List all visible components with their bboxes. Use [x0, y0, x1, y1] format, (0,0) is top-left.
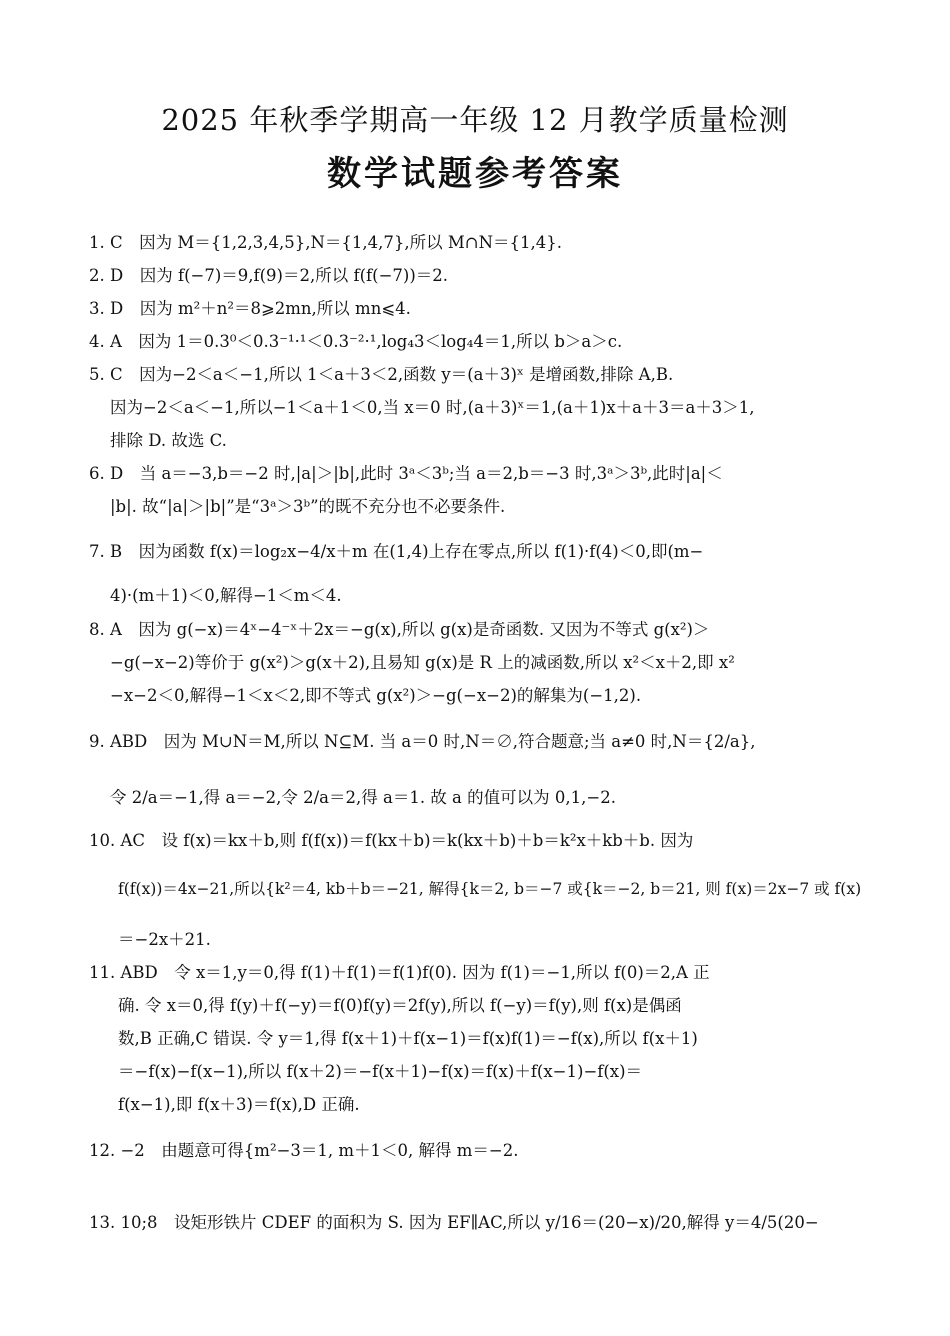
answer-line: 1. C 因为 M＝{1,2,3,4,5},N＝{1,4,7},所以 M∩N＝{1,4}.: [89, 233, 563, 252]
answer-line: f(f(x))＝4x−21,所以{k²＝4, kb＋b＝−21, 解得{k＝2, b＝−7 或{k＝−2, b＝21, 则 f(x)＝2x−7 或 f(x): [118, 880, 862, 898]
answer-line: 4. A 因为 1＝0.3⁰＜0.3⁻¹·¹＜0.3⁻²·¹,log₄3＜log₄4＝1,所以 b＞a＞c.: [89, 332, 623, 351]
answer-line: 11. ABD 令 x＝1,y＝0,得 f(1)＋f(1)＝f(1)f(0). 因为 f(1)＝−1,所以 f(0)＝2,A 正: [89, 963, 710, 982]
answer-line: 令 2/a＝−1,得 a＝−2,令 2/a＝2,得 a＝1. 故 a 的值可以为 0,1,−2.: [110, 788, 616, 807]
answer-line: 9. ABD 因为 M∪N＝M,所以 N⊆M. 当 a＝0 时,N＝∅,符合题意;当 a≠0 时,N＝{2/a},: [89, 732, 756, 751]
answer-line: 10. AC 设 f(x)＝kx＋b,则 f(f(x))＝f(kx＋b)＝k(kx＋b)＋b＝k²x＋kb＋b. 因为: [89, 831, 694, 850]
answer-line: 4)·(m＋1)＜0,解得−1＜m＜4.: [110, 586, 342, 605]
answer-line: f(x−1),即 f(x＋3)＝f(x),D 正确.: [118, 1095, 360, 1114]
answer-line: 2. D 因为 f(−7)＝9,f(9)＝2,所以 f(f(−7))＝2.: [89, 266, 449, 285]
answer-line: −g(−x−2)等价于 g(x²)＞g(x＋2),且易知 g(x)是 R 上的减函数,所以 x²＜x＋2,即 x²: [110, 653, 735, 672]
answer-line: 因为−2＜a＜−1,所以−1＜a＋1＜0,当 x＝0 时,(a＋3)ˣ＝1,(a＋1)x＋a＋3＝a＋3＞1,: [110, 398, 755, 417]
answer-line: 排除 D. 故选 C.: [110, 431, 227, 450]
answer-line: 13. 10;8 设矩形铁片 CDEF 的面积为 S. 因为 EF∥AC,所以 y/16＝(20−x)/20,解得 y＝4/5(20−: [89, 1213, 819, 1232]
answer-line: 5. C 因为−2＜a＜−1,所以 1＜a＋3＜2,函数 y＝(a＋3)ˣ 是增函数,排除 A,B.: [89, 365, 674, 384]
answer-line: 确. 令 x＝0,得 f(y)＋f(−y)＝f(0)f(y)＝2f(y),所以 f(−y)＝f(y),则 f(x)是偶函: [118, 996, 682, 1015]
answer-line: 6. D 当 a＝−3,b＝−2 时,|a|＞|b|,此时 3ᵃ＜3ᵇ;当 a＝2,b＝−3 时,3ᵃ＞3ᵇ,此时|a|＜: [89, 464, 723, 483]
document-subtitle: 数学试题参考答案: [327, 154, 623, 194]
answer-line: ＝−2x＋21.: [118, 930, 211, 949]
answer-line: 3. D 因为 m²＋n²＝8⩾2mn,所以 mn⩽4.: [89, 299, 411, 318]
answer-line: 数,B 正确,C 错误. 令 y＝1,得 f(x＋1)＋f(x−1)＝f(x)f(1)＝−f(x),所以 f(x＋1): [118, 1029, 698, 1048]
answer-line: −x−2＜0,解得−1＜x＜2,即不等式 g(x²)＞−g(−x−2)的解集为(−1,2).: [110, 686, 642, 705]
answer-line: 12. −2 由题意可得{m²−3＝1, m＋1＜0, 解得 m＝−2.: [89, 1141, 519, 1160]
answer-line: 8. A 因为 g(−x)＝4ˣ−4⁻ˣ＋2x＝−g(x),所以 g(x)是奇函数. 又因为不等式 g(x²)＞: [89, 620, 710, 639]
document-title: 2025 年秋季学期高一年级 12 月教学质量检测: [161, 103, 789, 137]
answer-line: |b|. 故“|a|＞|b|”是“3ᵃ＞3ᵇ”的既不充分也不必要条件.: [110, 497, 506, 516]
answer-line: 7. B 因为函数 f(x)＝log₂x−4/x＋m 在(1,4)上存在零点,所以 f(1)·f(4)＜0,即(m−: [89, 542, 704, 561]
answer-line: ＝−f(x)−f(x−1),所以 f(x＋2)＝−f(x＋1)−f(x)＝f(x)＋f(x−1)−f(x)＝: [118, 1062, 643, 1081]
